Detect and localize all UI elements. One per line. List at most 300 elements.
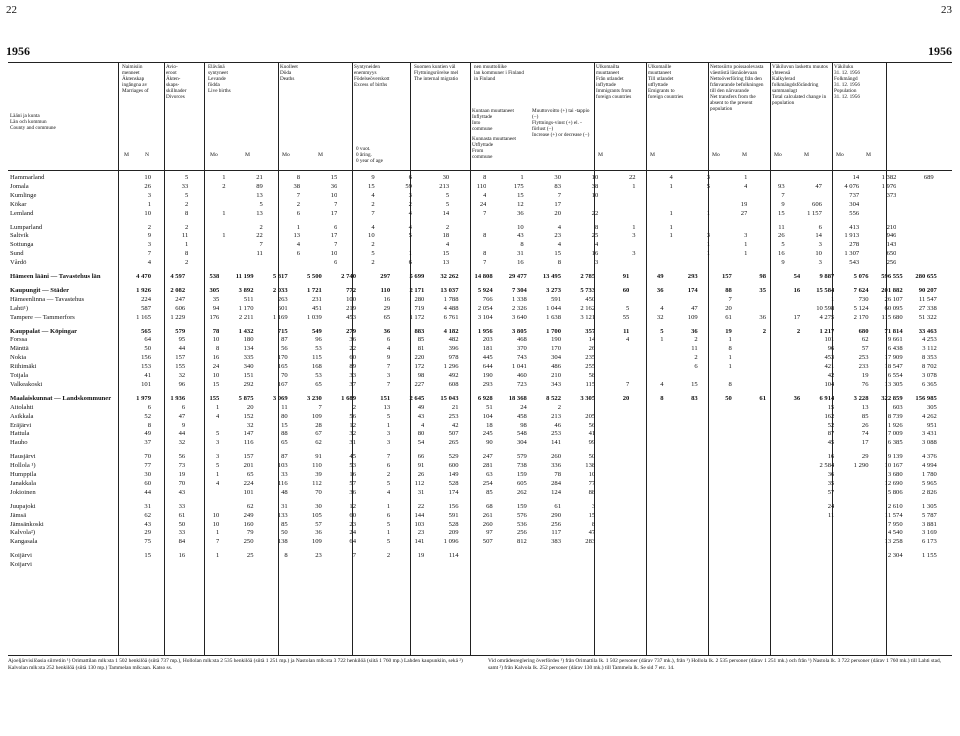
table-cell: 19 bbox=[417, 552, 425, 560]
table-cell: 48 bbox=[281, 488, 288, 496]
table-cell: 2 bbox=[796, 327, 801, 335]
table-cell: 15 bbox=[517, 191, 524, 199]
table-cell: 73 bbox=[178, 462, 186, 470]
table-cell: 3 bbox=[216, 453, 220, 461]
table-cell: 2 211 bbox=[238, 313, 254, 321]
table-cell: 147 bbox=[243, 430, 254, 438]
table-cell: 5 875 bbox=[238, 394, 254, 402]
table-cell: 5 bbox=[706, 182, 711, 190]
table-cell: 458 bbox=[516, 412, 527, 420]
table-cell: 91 bbox=[315, 453, 322, 461]
table-cell: 370 bbox=[516, 345, 527, 353]
table-cell: 91 bbox=[417, 462, 425, 470]
table-cell: 7 bbox=[334, 200, 338, 208]
table-cell: 15 bbox=[554, 250, 561, 258]
table-cell: 62 bbox=[246, 502, 254, 510]
table-cell: 36 bbox=[656, 286, 664, 294]
table-cell: 8 bbox=[184, 250, 189, 258]
table-cell: 304 bbox=[516, 439, 527, 447]
table-cell: 591 bbox=[551, 295, 561, 303]
table-cell: 2 740 bbox=[341, 273, 356, 280]
table-cell: 579 bbox=[516, 453, 527, 461]
table-cell: 235 bbox=[585, 354, 596, 362]
table-cell: 88 bbox=[281, 430, 288, 438]
table-cell: 587 bbox=[141, 304, 151, 312]
table-cell: 32 bbox=[349, 430, 356, 438]
table-cell: 74 bbox=[861, 430, 869, 438]
table-cell: 22 bbox=[417, 502, 425, 510]
table-cell: 36 bbox=[827, 471, 835, 478]
table-cell: 5 bbox=[626, 304, 630, 312]
table-cell: 507 bbox=[448, 430, 459, 438]
table-cell: 36 bbox=[793, 394, 801, 402]
subheader-age: 0 vuot. 0 åring. 0 year of age bbox=[356, 146, 383, 164]
table-cell: 680 bbox=[858, 327, 869, 335]
table-cell: 8 bbox=[594, 223, 599, 231]
table-cell: 5 bbox=[445, 200, 450, 208]
table-cell: 181 bbox=[482, 345, 493, 353]
table-cell: 4 262 bbox=[921, 412, 937, 420]
table-cell: 70 bbox=[178, 479, 186, 487]
table-cell: 15 bbox=[827, 403, 835, 411]
row-label: Kangasala bbox=[10, 538, 38, 546]
column-subheader: Mo bbox=[210, 152, 218, 158]
table-cell: 213 bbox=[439, 182, 450, 190]
table-cell: 743 bbox=[516, 354, 527, 362]
table-cell: 88 bbox=[588, 488, 596, 496]
table-cell: 4 bbox=[216, 479, 220, 487]
table-cell: 3 bbox=[386, 430, 391, 438]
table-cell: 54 bbox=[793, 273, 801, 280]
table-cell: 3 305 bbox=[580, 394, 596, 402]
table-cell: 7 bbox=[386, 453, 391, 461]
table-cell: 16 bbox=[349, 471, 356, 478]
table-cell: 16 bbox=[212, 354, 220, 362]
table-cell: 3 169 bbox=[921, 529, 937, 537]
table-cell: 114 bbox=[448, 552, 459, 560]
row-label: Kaupungit — Städer bbox=[10, 286, 69, 294]
table-cell: 110 bbox=[476, 182, 487, 190]
table-cell: 4 bbox=[445, 241, 450, 249]
table-cell: 9 bbox=[147, 232, 151, 240]
table-cell: 4 bbox=[408, 209, 412, 217]
table-cell: 152 bbox=[243, 412, 254, 420]
table-cell: 17 909 bbox=[884, 354, 903, 362]
table-cell: 1 721 bbox=[306, 286, 322, 294]
table-cell: 35 bbox=[212, 295, 220, 303]
table-cell: 1 bbox=[632, 182, 636, 190]
table-cell: 1 bbox=[296, 223, 301, 231]
table-cell: 1 926 bbox=[887, 421, 903, 429]
table-cell: 36 bbox=[383, 327, 391, 335]
table-cell: 1 936 bbox=[170, 394, 186, 402]
table-cell: 6 bbox=[334, 259, 338, 267]
column-header: Nettosiirto poissaolevasta väestöstä läsnäolevaan Nettoöverföring från den frånvarande befolkningen till den närvarande Net transfers from the absent to the present population bbox=[710, 64, 764, 112]
table-cell: 20 bbox=[554, 209, 561, 217]
table-cell: 90 207 bbox=[918, 286, 937, 294]
table-cell: 7 bbox=[483, 259, 487, 267]
table-cell: 103 bbox=[414, 520, 425, 528]
table-cell: 29 bbox=[144, 529, 151, 537]
column-header: Syntyneiden enemmyys Födelseöverskott Excess of births bbox=[354, 64, 390, 88]
table-cell: 28 bbox=[315, 421, 322, 429]
table-cell: 3 bbox=[147, 241, 151, 249]
table-cell: 468 bbox=[516, 336, 527, 344]
table-cell: 38 bbox=[591, 182, 599, 190]
table-cell: 16 bbox=[827, 453, 835, 461]
table-cell: 1 bbox=[216, 403, 220, 411]
table-cell: 5 bbox=[259, 200, 263, 208]
table-cell: 538 bbox=[209, 273, 220, 280]
table-cell: 322 859 bbox=[881, 394, 903, 402]
table-cell: 42 bbox=[451, 421, 459, 429]
table-cell: 15 bbox=[368, 182, 375, 190]
table-cell: 2 bbox=[296, 200, 301, 208]
table-cell: 19 bbox=[725, 327, 732, 335]
row-label: Sottunga bbox=[10, 241, 34, 249]
table-cell: 57 bbox=[349, 479, 356, 487]
table-cell: 261 bbox=[482, 511, 493, 519]
table-cell: 29 bbox=[383, 304, 391, 312]
table-cell: 11 bbox=[827, 511, 835, 519]
table-cell: 601 bbox=[277, 304, 288, 312]
table-cell: 3 bbox=[386, 372, 391, 379]
table-cell: 43 bbox=[517, 232, 524, 240]
table-cell: 75 bbox=[144, 538, 151, 546]
table-cell: 112 bbox=[312, 479, 322, 487]
table-cell: 157 bbox=[721, 273, 732, 280]
table-cell: 56 bbox=[349, 412, 356, 420]
table-cell: 14 bbox=[588, 336, 596, 344]
table-cell: 53 bbox=[315, 345, 322, 353]
table-cell: 445 bbox=[482, 354, 493, 362]
table-cell: 60 bbox=[349, 354, 356, 362]
table-cell: 15 bbox=[144, 552, 151, 560]
table-cell: 155 bbox=[175, 363, 186, 371]
table-cell: 528 bbox=[448, 479, 459, 487]
table-cell: 7 624 bbox=[853, 286, 869, 294]
table-cell: 17 bbox=[554, 200, 561, 208]
table-cell: 3 bbox=[632, 232, 636, 240]
stub-header: Lääni ja kunta Län och kommun County and commune bbox=[10, 113, 56, 131]
table-cell: 1 bbox=[706, 250, 711, 258]
table-cell: 156 bbox=[448, 502, 459, 510]
table-cell: 5 806 bbox=[887, 488, 903, 496]
table-cell: 201 bbox=[243, 462, 254, 470]
table-cell: 11 547 bbox=[918, 295, 937, 303]
table-cell: 3 bbox=[216, 439, 220, 447]
table-cell: 4 076 bbox=[844, 182, 860, 190]
table-cell: 42 bbox=[827, 372, 835, 379]
header-bottom-rule bbox=[8, 170, 952, 171]
table-cell: 66 bbox=[417, 453, 425, 461]
table-cell: 2 bbox=[762, 327, 766, 335]
row-label: Hattula bbox=[10, 430, 30, 438]
table-cell: 3 bbox=[594, 259, 599, 267]
table-cell: 453 bbox=[346, 313, 356, 321]
table-cell: 109 bbox=[687, 313, 698, 321]
table-cell: 22 bbox=[591, 209, 599, 217]
table-cell: 8 702 bbox=[921, 363, 937, 371]
table-cell: 1 432 bbox=[238, 327, 254, 335]
table-cell: 176 bbox=[209, 313, 220, 321]
table-cell: 21 bbox=[451, 403, 459, 411]
row-label: Humppila bbox=[10, 471, 37, 478]
table-cell: 1 bbox=[669, 209, 673, 217]
table-cell: 1 bbox=[744, 241, 748, 249]
table-cell: 15 bbox=[281, 421, 288, 429]
table-cell: 7 bbox=[318, 403, 322, 411]
table-cell: 3 bbox=[706, 232, 711, 240]
table-cell: 1 bbox=[728, 363, 732, 371]
table-cell: 536 bbox=[516, 520, 527, 528]
table-cell: 167 bbox=[277, 380, 288, 388]
table-cell: 5 bbox=[408, 232, 412, 240]
table-cell: 3 881 bbox=[921, 520, 937, 528]
table-cell: 62 bbox=[144, 511, 151, 519]
table-cell: 96 bbox=[315, 336, 322, 344]
table-cell: 109 bbox=[311, 412, 322, 420]
table-cell: 30 bbox=[442, 174, 450, 181]
table-cell: 2 bbox=[386, 552, 391, 560]
table-cell: 20 bbox=[246, 403, 254, 411]
table-cell: 43 bbox=[178, 488, 186, 496]
table-cell: 18 547 bbox=[884, 363, 903, 371]
column-subheader: N bbox=[145, 152, 150, 158]
table-cell: 5 bbox=[386, 479, 391, 487]
table-cell: 13 495 bbox=[542, 273, 561, 280]
table-cell: 13 bbox=[256, 191, 263, 199]
table-cell: 15 bbox=[212, 380, 220, 388]
table-cell: 227 bbox=[414, 380, 425, 388]
table-cell: 1 bbox=[669, 232, 673, 240]
table-cell: 13 bbox=[293, 232, 301, 240]
table-cell: 3 069 bbox=[272, 394, 288, 402]
table-cell: 579 bbox=[175, 327, 186, 335]
table-cell: 79 bbox=[246, 529, 254, 537]
table-cell: 65 bbox=[315, 380, 322, 388]
table-cell: 7 bbox=[371, 209, 375, 217]
table-cell: 17 bbox=[330, 232, 338, 240]
table-cell: 98 bbox=[520, 421, 527, 429]
table-cell: 36 bbox=[517, 209, 524, 217]
table-cell: 737 bbox=[849, 191, 860, 199]
row-label: Koijarvi bbox=[10, 561, 32, 569]
table-cell: 11 bbox=[778, 223, 785, 231]
table-cell: 6 bbox=[694, 363, 698, 371]
table-cell: 9 bbox=[371, 174, 375, 181]
table-cell: 5 bbox=[445, 191, 450, 199]
table-cell: 175 bbox=[513, 182, 524, 190]
table-cell: 650 bbox=[886, 250, 897, 258]
table-cell: 210 bbox=[551, 372, 561, 379]
table-cell: 33 463 bbox=[918, 327, 937, 335]
table-cell: 4 253 bbox=[921, 336, 937, 344]
table-cell: 2 bbox=[694, 354, 698, 362]
table-cell: 12 bbox=[349, 421, 356, 429]
table-cell: 421 bbox=[824, 363, 835, 371]
table-cell: 255 bbox=[585, 363, 596, 371]
table-cell: 76 bbox=[861, 380, 869, 388]
table-cell: 2 bbox=[147, 223, 151, 231]
column-subheader: Mo bbox=[282, 152, 290, 158]
table-cell: 209 bbox=[448, 529, 459, 537]
row-label: Juupajoki bbox=[10, 502, 36, 510]
table-cell: 543 bbox=[849, 259, 860, 267]
table-cell: 2 bbox=[386, 471, 391, 478]
table-cell: 60 bbox=[622, 286, 630, 294]
table-cell: 6 928 bbox=[477, 394, 493, 402]
table-cell: 31 bbox=[281, 502, 288, 510]
table-cell: 50 bbox=[588, 453, 596, 461]
table-cell: 2 bbox=[557, 403, 561, 411]
row-label: Jämsänkoski bbox=[10, 520, 44, 528]
table-cell: 22 bbox=[628, 174, 636, 181]
table-cell: 10 bbox=[330, 191, 338, 199]
table-cell: 336 bbox=[551, 462, 561, 470]
row-label: Sund bbox=[10, 250, 24, 258]
table-cell: 87 bbox=[281, 336, 288, 344]
table-cell: 1 bbox=[660, 336, 664, 344]
table-cell: 43 bbox=[144, 520, 151, 528]
year-left: 1956 bbox=[6, 44, 30, 58]
table-cell: 89 bbox=[256, 182, 263, 190]
table-cell: 1 bbox=[386, 529, 391, 537]
table-cell: 115 bbox=[312, 354, 322, 362]
table-cell: 96 bbox=[827, 345, 835, 353]
page-number-left: 22 bbox=[6, 4, 17, 16]
table-cell: 56 bbox=[178, 453, 186, 461]
table-cell: 10 bbox=[591, 191, 599, 199]
table-cell: 70 bbox=[315, 488, 322, 496]
table-cell: 1 bbox=[831, 295, 835, 303]
table-cell: 549 bbox=[311, 327, 322, 335]
table-cell: 16 bbox=[591, 250, 599, 258]
table-cell: 373 bbox=[886, 191, 897, 199]
table-cell: 18 368 bbox=[508, 394, 527, 402]
table-cell: 30 bbox=[554, 174, 561, 181]
table-cell: 1 788 bbox=[443, 295, 459, 303]
table-cell: 1 172 bbox=[409, 313, 425, 321]
table-cell: 116 bbox=[278, 479, 288, 487]
table-cell: 7 bbox=[557, 191, 561, 199]
table-cell: 3 bbox=[591, 502, 596, 510]
table-cell: 6 bbox=[818, 223, 822, 231]
table-cell: 141 bbox=[414, 538, 425, 546]
table-cell: 1 bbox=[744, 250, 748, 258]
table-cell: 1 039 bbox=[306, 313, 322, 321]
table-cell: 134 bbox=[243, 345, 254, 353]
table-cell: 10 bbox=[368, 232, 375, 240]
table-cell: 165 bbox=[277, 363, 288, 371]
table-cell: 52 bbox=[827, 421, 835, 429]
table-cell: 36 bbox=[330, 182, 338, 190]
table-cell: 4 994 bbox=[921, 462, 937, 470]
table-cell: 61 bbox=[178, 511, 186, 519]
table-cell: 36 bbox=[315, 529, 322, 537]
table-cell: 8 bbox=[557, 259, 561, 267]
table-cell: 1 bbox=[216, 552, 220, 560]
table-cell: 1 bbox=[520, 174, 524, 181]
table-cell: 35 bbox=[827, 479, 835, 487]
table-cell: 7 bbox=[216, 538, 220, 546]
column-subheader: M bbox=[866, 152, 871, 158]
table-cell: 723 bbox=[516, 380, 527, 388]
table-cell: 23 bbox=[315, 552, 322, 560]
table-cell: 2 304 bbox=[887, 552, 903, 560]
table-cell: 9 bbox=[781, 259, 785, 267]
table-cell: 11 bbox=[281, 403, 288, 411]
table-cell: 8 522 bbox=[546, 394, 561, 402]
table-cell: 1 bbox=[222, 209, 226, 217]
table-cell: 9 bbox=[386, 354, 391, 362]
row-label: Toijala bbox=[10, 372, 29, 379]
row-label: Lumparland bbox=[10, 223, 43, 231]
table-cell: 49 bbox=[656, 273, 664, 280]
table-cell: 8 bbox=[520, 241, 524, 249]
column-subheader: M bbox=[245, 152, 250, 158]
table-cell: 65 bbox=[383, 313, 391, 321]
table-cell: 95 bbox=[178, 336, 186, 344]
table-cell: 16 bbox=[793, 286, 801, 294]
table-cell: 12 bbox=[517, 200, 524, 208]
table-cell: 10 598 bbox=[816, 304, 835, 312]
row-label: Janakkala bbox=[10, 479, 36, 487]
table-cell: 156 985 bbox=[915, 394, 937, 402]
table-cell: 19 bbox=[861, 372, 869, 379]
column-header: Väkiluku 31. 12. 1956 Folkmängd 31. 12. 1956 Population 31. 12. 1956 bbox=[834, 64, 860, 100]
table-cell: 2 610 bbox=[887, 502, 903, 510]
table-cell: 6 bbox=[386, 462, 391, 470]
table-cell: 256 bbox=[886, 259, 897, 267]
table-cell: 3 680 bbox=[887, 471, 903, 478]
table-cell: 12 690 bbox=[884, 479, 903, 487]
table-cell: 3 bbox=[408, 191, 412, 199]
column-rule bbox=[770, 62, 771, 655]
table-cell: 1 096 bbox=[443, 538, 459, 546]
table-cell: 170 bbox=[551, 345, 561, 353]
table-cell: 5 817 bbox=[272, 273, 288, 280]
table-cell: 15 bbox=[588, 511, 596, 519]
table-cell: 13 bbox=[442, 259, 450, 267]
table-cell: 5 bbox=[386, 520, 391, 528]
table-cell: 22 bbox=[256, 232, 263, 240]
table-cell: 247 bbox=[482, 453, 493, 461]
table-cell: 5 699 bbox=[409, 273, 425, 280]
table-cell: 41 bbox=[588, 430, 596, 438]
table-cell: 38 bbox=[293, 182, 301, 190]
table-cell: 25 bbox=[591, 232, 599, 240]
table-cell: 3 273 bbox=[546, 286, 561, 294]
table-cell: 6 bbox=[408, 174, 412, 181]
table-cell: 5 924 bbox=[477, 286, 493, 294]
table-cell: 18 bbox=[486, 421, 493, 429]
table-cell: 1 bbox=[669, 223, 673, 231]
table-cell: 548 bbox=[516, 430, 527, 438]
table-cell: 174 bbox=[448, 488, 459, 496]
table-cell: 263 bbox=[277, 295, 288, 303]
table-cell: 10 bbox=[588, 471, 596, 478]
table-cell: 335 bbox=[243, 354, 254, 362]
table-cell: 43 bbox=[417, 412, 425, 420]
column-subheader: M bbox=[650, 152, 655, 158]
table-cell: 1 044 bbox=[546, 304, 561, 312]
table-cell: 1 382 bbox=[881, 174, 897, 181]
table-cell: 4 275 bbox=[819, 313, 835, 321]
table-cell: 151 bbox=[380, 394, 391, 402]
table-cell: 67 bbox=[315, 430, 322, 438]
table-cell: 3 bbox=[147, 191, 151, 199]
